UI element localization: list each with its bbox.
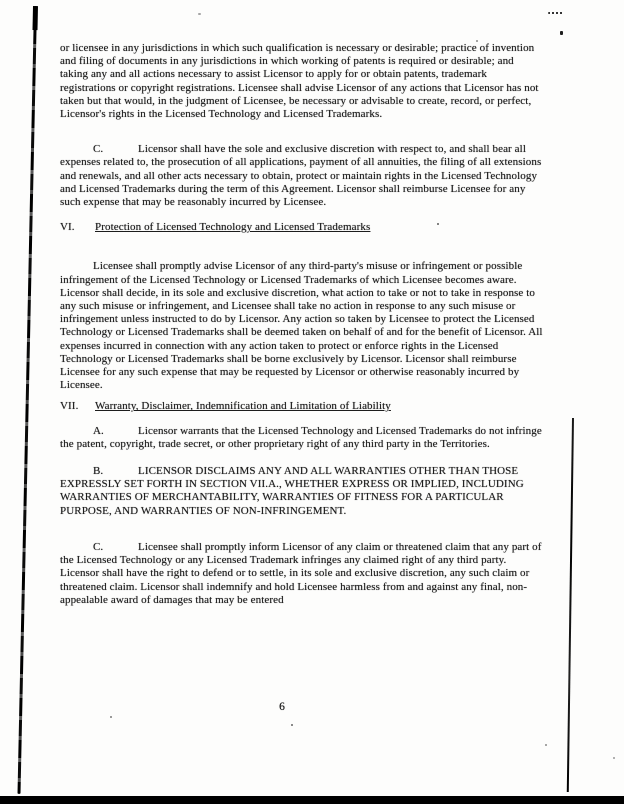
- scan-artifact-speck: [545, 744, 547, 746]
- scan-artifact-speck: [198, 13, 201, 15]
- paragraph-label: C.: [93, 143, 104, 156]
- paragraph-text: Licensor warrants that the Licensed Technology and Licensed Trademarks do not infringe the patent, copyright, trade secret, or other proprietary right of any third party in the Territories.: [60, 424, 542, 450]
- paragraph-continuation: [60, 42, 544, 121]
- section-number: VII.: [60, 400, 79, 413]
- scan-artifact-speck: [437, 223, 439, 225]
- paragraph-label: B.: [93, 465, 104, 478]
- paragraph-vii-b-disclaimer: [60, 465, 544, 518]
- scan-artifact-speck: [548, 12, 564, 14]
- scan-artifact-speck: [476, 40, 478, 42]
- paragraph-section-v-c: [60, 143, 544, 209]
- document-body: [60, 42, 544, 607]
- page-number: 6: [279, 701, 285, 713]
- scan-artifact-speck: [110, 716, 112, 718]
- section-heading-vii: [60, 400, 544, 413]
- paragraph-text: Licensee shall promptly inform Licensor of any claim or threatened claim that any part of the Licensed Technology or any Licensed Trademark infringes any claimed right of any third party. Licensor shall have the right to defend or to settle, in its sole and exclusive discretion, any such claim or threatened claim. Licensor shall indemnify and hold Licensee harmless from and against any final, non-appealable award of damages that may be entered: [60, 540, 542, 606]
- scan-artifact-speck: [560, 31, 563, 35]
- scan-bottom-bar: [0, 796, 624, 804]
- paragraph-label: C.: [93, 540, 104, 553]
- paragraph-vii-c: [60, 541, 544, 607]
- scan-artifact-speck: [291, 724, 293, 726]
- paragraph-section-vi-body: [60, 260, 544, 392]
- paragraph-text: or licensee in any jurisdictions in which such qualification is necessary or desirable; practice of invention and filing of documents in any jurisdictions in which working of patents is required or desirable; and taking any and all actions necessary to assist Licensor to apply for or obtain patents, trademark registrations or copyright registrations. Licensee shall advise Licensor of any actions that Licensor has not taken but that would, in the judgment of Licensee, be necessary or advisable to create, record, or perfect, Licensor's rights in the Licensed Technology and Licensed Trademarks.: [60, 42, 539, 121]
- paragraph-vii-a: [60, 425, 544, 451]
- scan-edge-line-left: [17, 6, 37, 794]
- paragraph-text: Licensor shall have the sole and exclusive discretion with respect to, and shall bear all expenses related to, the prosecution of all applications, payment of all annuities, the filing of all extensions and renewals, and all other acts necessary to obtain, protect or maintain rights in the Licensed Technology and Licensed Trademarks during the term of this Agreement. Licensor shall reimburse Licensee for any such expense that may be reasonably incurred by Licensee.: [60, 143, 542, 209]
- section-title: Protection of Licensed Technology and Licensed Trademarks: [95, 221, 371, 234]
- scan-edge-line-right: [567, 418, 574, 792]
- section-title: Warranty, Disclaimer, Indemnification and Limitation of Liability: [95, 400, 391, 413]
- section-number: VI.: [60, 221, 75, 234]
- section-heading-vi: [60, 221, 544, 234]
- paragraph-text: LICENSOR DISCLAIMS ANY AND ALL WARRANTIES OTHER THAN THOSE EXPRESSLY SET FORTH IN SECTION VII.A., WHETHER EXPRESS OR IMPLIED, INCLUDING WARRANTIES OF MERCHANTABILITY, WARRANTIES OF FITNESS FOR A PARTICULAR PURPOSE, AND WARRANTIES OF NON-INFRINGEMENT.: [60, 465, 524, 517]
- paragraph-text: Licensee shall promptly advise Licensor of any third-party's misuse or infringement or possible infringement of the Licensed Technology or Licensed Trademarks of which Licensee becomes aware. Licensor shall decide, in its sole and exclusive discretion, what action to take or not to take in response to any such misuse or infringement, and Licensee shall take no action in response to any such misuse or infringement unless instructed to do by Licensor. Any action so taken by Licensee to protect the Licensed Technology or Licensed Trademarks shall be deemed taken on behalf of and for the benefit of Licensor. All expenses incurred in connection with any action taken to protect or enforce rights in the Licensed Technology or Licensed Trademarks shall be borne exclusively by Licensor. Licensor shall reimburse Licensee for any such expense that may be requested by Licensor or otherwise reasonably incurred by Licensee.: [60, 260, 543, 392]
- paragraph-label: A.: [93, 424, 104, 437]
- scan-artifact-speck: [613, 757, 615, 759]
